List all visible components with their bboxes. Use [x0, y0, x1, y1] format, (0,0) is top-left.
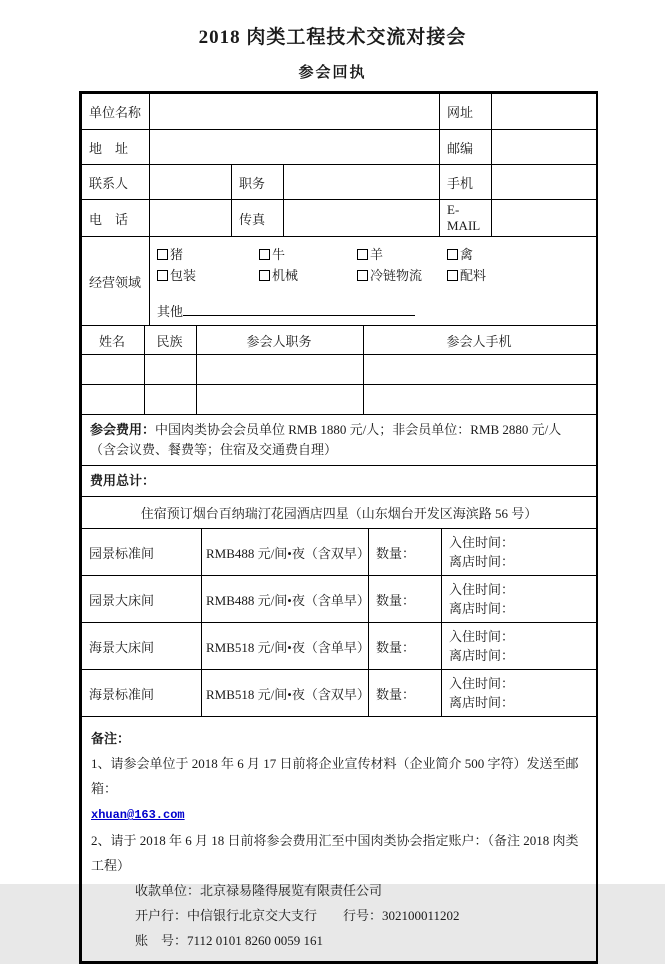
table-row	[82, 326, 597, 355]
unit-name-input[interactable]	[150, 94, 440, 130]
room-price: RMB518 元/间•夜（含单早）	[202, 623, 369, 670]
table-row	[82, 415, 597, 466]
fax-input[interactable]	[284, 200, 440, 237]
unit-name-label: 单位名称	[82, 94, 150, 130]
attendees-section	[81, 325, 597, 415]
notes-content	[82, 717, 597, 962]
fee-line1: 中国肉类协会会员单位 RMB 1880 元/人；非会员单位：RMB 2880 元/人	[155, 422, 562, 437]
address-label: 地 址	[82, 130, 150, 165]
checkbox-icon[interactable]	[157, 249, 168, 260]
table-row	[82, 623, 597, 670]
fee-total-row[interactable]	[82, 466, 597, 497]
phone-label: 电 话	[82, 200, 150, 237]
mobile-label: 手机	[440, 165, 492, 200]
attendee-mobile-input[interactable]	[364, 385, 597, 415]
email-input[interactable]	[492, 200, 597, 237]
fee-label: 参会费用：	[90, 422, 156, 437]
checkbox-icon[interactable]	[447, 249, 458, 260]
table-row	[82, 717, 597, 962]
checkbox-icon[interactable]	[157, 270, 168, 281]
attendee-ethnicity-header: 民族	[145, 326, 197, 355]
hotel-header: 住宿预订烟台百纳瑞汀花园酒店四星（山东烟台开发区海滨路 56 号）	[82, 497, 597, 529]
room-type: 园景大床间	[82, 576, 202, 623]
business-other-row	[157, 301, 596, 320]
zip-label: 邮编	[440, 130, 492, 165]
fee-line2: （含会议费、餐费等；住宿及交通费自理）	[90, 442, 338, 457]
email-link[interactable]: xhuan@163.com	[91, 808, 185, 822]
account-line: 账 号：7112 0101 8260 0059 161	[135, 933, 324, 948]
room-type: 园景标准间	[82, 529, 202, 576]
checkbox-pig[interactable]: 猪	[157, 244, 259, 263]
checkbox-cold-chain[interactable]: 冷链物流	[357, 265, 447, 284]
checkin-label[interactable]: 入住时间：	[449, 676, 515, 691]
room-type: 海景大床间	[82, 623, 202, 670]
business-area-label: 经营领域	[82, 237, 150, 326]
table-row	[82, 355, 597, 385]
position-label: 职务	[232, 165, 284, 200]
fee-info	[82, 415, 597, 466]
checkbox-packaging[interactable]: 包装	[157, 265, 259, 284]
room-qty-input[interactable]: 数量：	[369, 623, 442, 670]
notes-section	[81, 716, 597, 962]
registration-form-table	[79, 91, 598, 964]
room-times-input[interactable]	[442, 670, 597, 717]
checkbox-icon[interactable]	[447, 270, 458, 281]
business-row-2	[157, 265, 596, 284]
room-times-input[interactable]	[442, 576, 597, 623]
attendee-position-header: 参会人职务	[197, 326, 364, 355]
checkin-label[interactable]: 入住时间：	[449, 535, 515, 550]
website-input[interactable]	[492, 94, 597, 130]
page-subtitle: 参会回执	[298, 65, 367, 81]
checkbox-cattle[interactable]: 牛	[259, 244, 357, 263]
checkbox-icon[interactable]	[357, 270, 368, 281]
page-title: 2018 肉类工程技术交流对接会	[198, 27, 467, 48]
table-row	[82, 130, 597, 165]
notes-title: 备注：	[91, 731, 131, 746]
business-row-1	[157, 244, 596, 263]
table-row	[82, 497, 597, 529]
table-row	[82, 237, 597, 326]
table-row	[82, 94, 597, 130]
other-input[interactable]	[183, 302, 415, 316]
checkout-label[interactable]: 离店时间：	[449, 554, 515, 569]
checkbox-icon[interactable]	[259, 249, 270, 260]
zip-input[interactable]	[492, 130, 597, 165]
checkbox-icon[interactable]	[259, 270, 270, 281]
room-times-input[interactable]	[442, 529, 597, 576]
payee-line: 收款单位：北京禄易隆得展览有限责任公司	[135, 883, 383, 898]
attendee-name-header: 姓名	[82, 326, 145, 355]
table-row	[82, 385, 597, 415]
table-row	[82, 670, 597, 717]
room-price: RMB518 元/间•夜（含双早）	[202, 670, 369, 717]
mobile-input[interactable]	[492, 165, 597, 200]
attendee-mobile-header: 参会人手机	[364, 326, 597, 355]
room-price: RMB488 元/间•夜（含双早）	[202, 529, 369, 576]
checkbox-ingredients[interactable]: 配料	[447, 265, 486, 284]
bank-line: 开户行：中信银行北京交大支行 行号：302100011202	[135, 908, 460, 923]
room-type: 海景标准间	[82, 670, 202, 717]
table-row	[82, 576, 597, 623]
table-row	[82, 200, 597, 237]
position-input[interactable]	[284, 165, 440, 200]
note-item-1: 1、请参会单位于 2018 年 6 月 17 日前将企业宣传材料（企业简介 500 字符）发送至邮箱：	[91, 756, 579, 796]
table-row	[82, 466, 597, 497]
attendee-name-input[interactable]	[82, 385, 145, 415]
attendee-mobile-input[interactable]	[364, 355, 597, 385]
contact-section	[81, 93, 597, 237]
address-input[interactable]	[150, 130, 440, 165]
room-qty-input[interactable]: 数量：	[369, 576, 442, 623]
checkout-label[interactable]: 离店时间：	[449, 648, 515, 663]
business-area-section	[81, 236, 597, 326]
contact-person-label: 联系人	[82, 165, 150, 200]
attendee-position-input[interactable]	[197, 385, 364, 415]
attendee-position-input[interactable]	[197, 355, 364, 385]
hotel-section	[81, 496, 597, 717]
room-qty-input[interactable]: 数量：	[369, 670, 442, 717]
checkbox-icon[interactable]	[357, 249, 368, 260]
checkbox-poultry[interactable]: 禽	[447, 244, 473, 263]
room-price: RMB488 元/间•夜（含单早）	[202, 576, 369, 623]
business-area-options	[150, 237, 597, 326]
website-label: 网址	[440, 94, 492, 130]
checkin-label[interactable]: 入住时间：	[449, 629, 515, 644]
fax-label: 传真	[232, 200, 284, 237]
fee-total-label: 费用总计：	[90, 473, 156, 488]
room-times-input[interactable]	[442, 623, 597, 670]
contact-person-input[interactable]	[150, 165, 232, 200]
checkbox-machinery[interactable]: 机械	[259, 265, 357, 284]
table-row	[82, 165, 597, 200]
checkout-label[interactable]: 离店时间：	[449, 695, 515, 710]
email-label: E-MAIL	[440, 200, 492, 237]
room-qty-input[interactable]: 数量：	[369, 529, 442, 576]
note-item-2: 2、请于 2018 年 6 月 18 日前将参会费用汇至中国肉类协会指定账户：（备注 2018 肉类工程）	[91, 833, 579, 873]
checkbox-sheep[interactable]: 羊	[357, 244, 447, 263]
table-row	[82, 529, 597, 576]
attendee-ethnicity-input[interactable]	[145, 385, 197, 415]
fee-section	[81, 414, 597, 497]
attendee-ethnicity-input[interactable]	[145, 355, 197, 385]
checkin-label[interactable]: 入住时间：	[449, 582, 515, 597]
attendee-name-input[interactable]	[82, 355, 145, 385]
other-label: 其他	[157, 304, 184, 319]
phone-input[interactable]	[150, 200, 232, 237]
checkout-label[interactable]: 离店时间：	[449, 601, 515, 616]
